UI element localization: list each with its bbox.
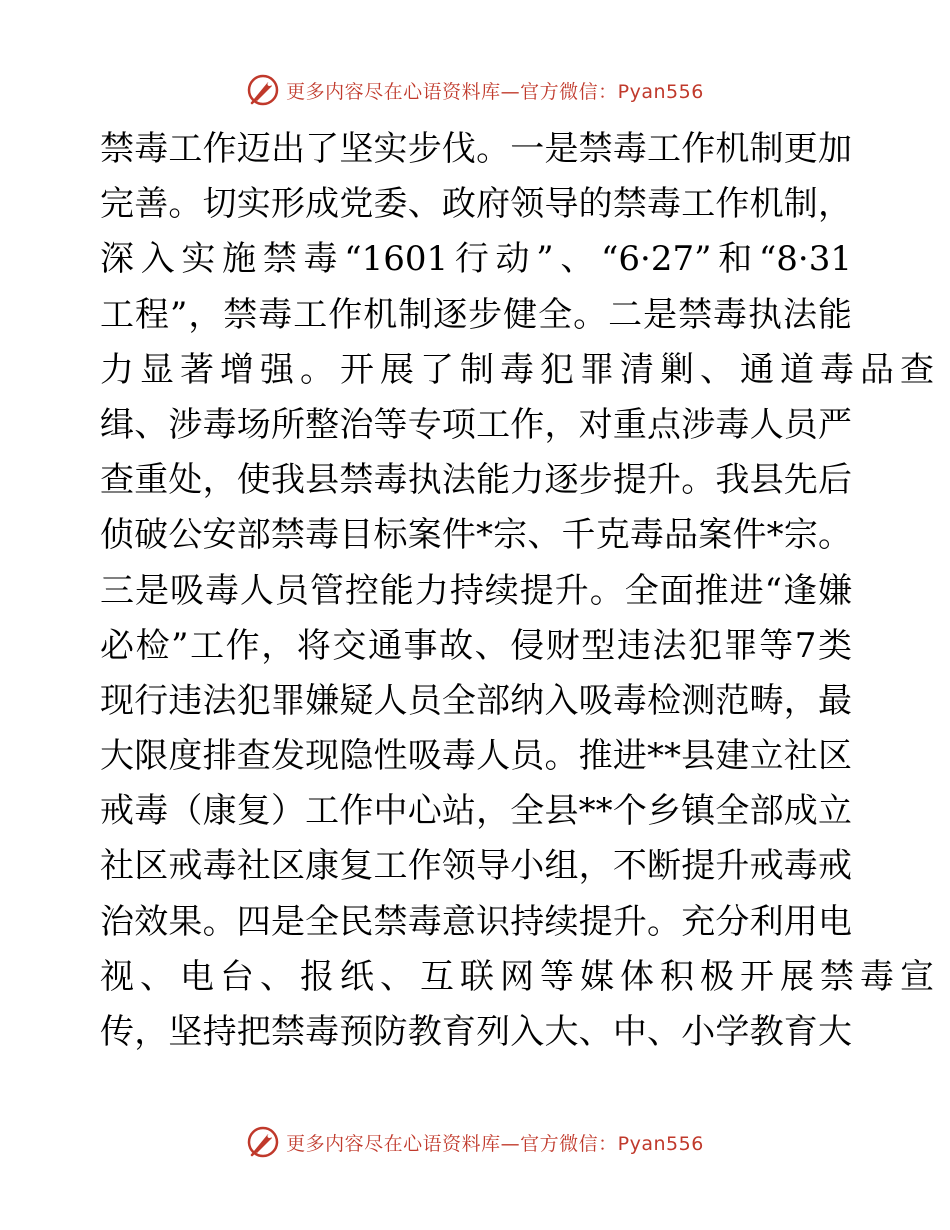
- body-line: 治效果。四是全民禁毒意识持续提升。充分利用电: [100, 901, 852, 942]
- body-line: 大限度排查发现隐性吸毒人员。推进**县建立社区: [100, 736, 852, 777]
- body-line: 缉、涉毒场所整治等专项工作，对重点涉毒人员严: [100, 404, 852, 445]
- body-line: 侦破公安部禁毒目标案件*宗、千克毒品案件*宗。: [100, 515, 852, 556]
- document-body: [100, 122, 940, 1060]
- body-line: 查重处，使我县禁毒执法能力逐步提升。我县先后: [100, 460, 852, 501]
- body-line: 视、电台、报纸、互联网等媒体积极开展禁毒宣: [100, 956, 940, 997]
- body-line: 传，坚持把禁毒预防教育列入大、中、小学教育大: [100, 1012, 852, 1052]
- pen-nib-logo-icon: [246, 1125, 280, 1159]
- body-line: 工程”，禁毒工作机制逐步健全。二是禁毒执法能: [100, 294, 852, 335]
- footer-watermark: [0, 1120, 950, 1164]
- header-watermark: [0, 68, 950, 112]
- body-line: 三是吸毒人员管控能力持续提升。全面推进“逢嫌: [100, 570, 852, 611]
- watermark-text: 更多内容尽在心语资料库—官方微信：Pyan556: [286, 1132, 704, 1155]
- body-line: 必检”工作，将交通事故、侵财型违法犯罪等7类: [100, 625, 852, 666]
- body-line: 社区戒毒社区康复工作领导小组，不断提升戒毒戒: [100, 846, 852, 887]
- watermark-text: 更多内容尽在心语资料库—官方微信：Pyan556: [286, 80, 704, 103]
- body-line: 深入实施禁毒“1601行动”、“6·27”和“8·31: [100, 239, 852, 280]
- body-line: 现行违法犯罪嫌疑人员全部纳入吸毒检测范畴，最: [100, 680, 852, 721]
- body-line: 完善。切实形成党委、政府领导的禁毒工作机制，: [100, 184, 852, 225]
- body-line: 禁毒工作迈出了坚实步伐。一是禁毒工作机制更加: [100, 129, 852, 169]
- body-line: 力显著增强。开展了制毒犯罪清剿、通道毒品查: [100, 349, 940, 390]
- pen-nib-logo-icon: [246, 73, 280, 107]
- body-line: 戒毒（康复）工作中心站，全县**个乡镇全部成立: [100, 791, 852, 832]
